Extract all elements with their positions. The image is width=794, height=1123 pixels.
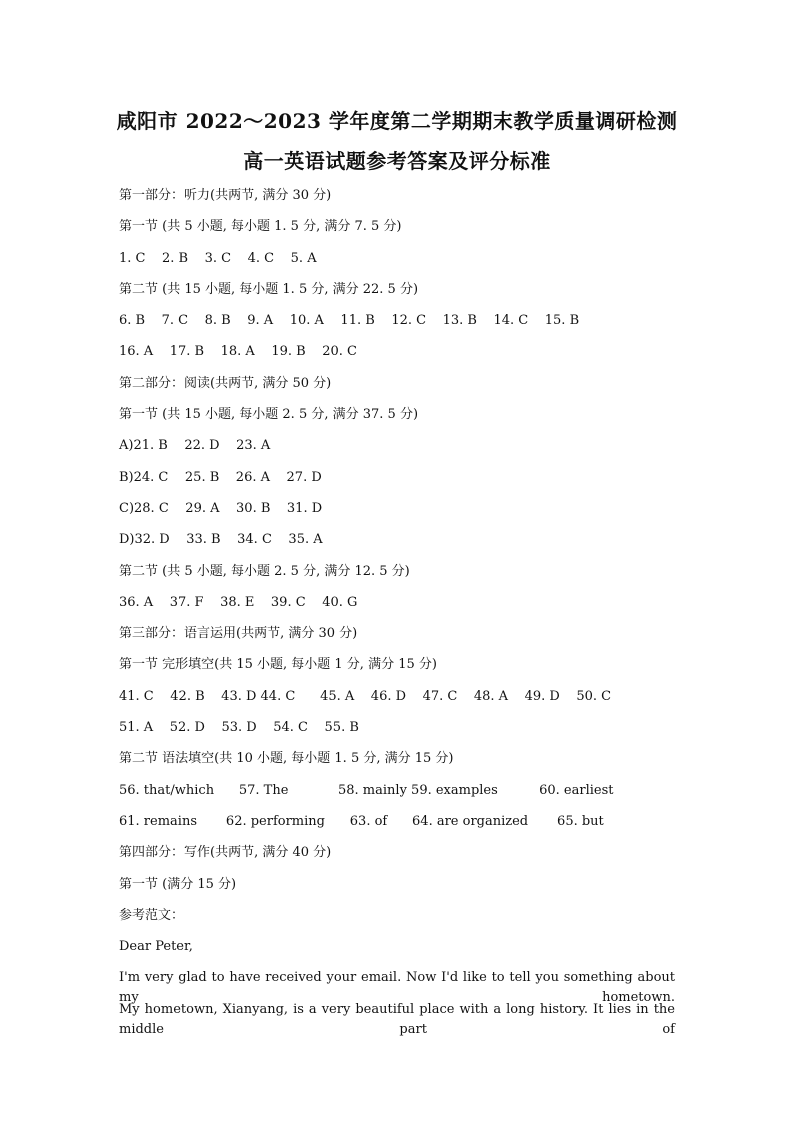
- section-heading-part1: 第一部分：听力(共两节, 满分 30 分): [119, 188, 332, 203]
- subsection-heading: 第一节 (共 5 小题, 每小题 1. 5 分, 满分 7. 5 分): [119, 219, 402, 235]
- subsection-heading: 第一节 (共 15 小题, 每小题 2. 5 分, 满分 37. 5 分): [119, 407, 419, 423]
- essay-paragraph-line: I'm very glad to have received your email. Now I'd like to tell you something about my hometown.: [119, 970, 675, 1006]
- sample-essay-label: 参考范文：: [119, 907, 185, 923]
- section-heading-part2: 第二部分：阅读(共两节, 满分 50 分): [119, 375, 332, 391]
- essay-salutation: Dear Peter,: [119, 939, 193, 955]
- answer-row: A)21. B 22. D 23. A: [119, 438, 271, 454]
- answer-row: 1. C 2. B 3. C 4. C 5. A: [119, 250, 317, 266]
- answer-content: [119, 186, 689, 1037]
- subsection-heading: 第二节 语法填空(共 10 小题, 每小题 1. 5 分, 满分 15 分): [119, 751, 454, 767]
- essay-paragraph-line: My hometown, Xianyang, is a very beautiful place with a long history. It lies in the middle part of: [119, 1001, 675, 1037]
- subsection-heading: 第一节 (满分 15 分): [119, 876, 237, 892]
- section-heading-part3: 第三部分：语言运用(共两节, 满分 30 分): [119, 626, 358, 642]
- document-title-line2: 高一英语试题参考答案及评分标准: [243, 149, 551, 173]
- answer-row: C)28. C 29. A 30. B 31. D: [119, 500, 323, 516]
- answer-row: 41. C 42. B 43. D 44. C 45. A 46. D 47. C 48. A 49. D 50. C: [119, 688, 612, 704]
- subsection-heading: 第一节 完形填空(共 15 小题, 每小题 1 分, 满分 15 分): [119, 657, 437, 673]
- answer-row: 36. A 37. F 38. E 39. C 40. G: [119, 594, 358, 610]
- answer-row: 6. B 7. C 8. B 9. A 10. A 11. B 12. C 13. B 14. C 15. B: [119, 313, 580, 329]
- answer-row: 61. remains 62. performing 63. of 64. are organized 65. but: [119, 813, 604, 829]
- answer-row: 56. that/which 57. The 58. mainly 59. examples 60. earliest: [119, 782, 614, 798]
- answer-row: 16. A 17. B 18. A 19. B 20. C: [119, 344, 357, 360]
- document-title-line1: 咸阳市 2022～2023 学年度第二学期期末教学质量调研检测: [116, 109, 678, 133]
- section-heading-part4: 第四部分：写作(共两节, 满分 40 分): [119, 845, 332, 861]
- answer-row: 51. A 52. D 53. D 54. C 55. B: [119, 720, 359, 736]
- subsection-heading: 第二节 (共 5 小题, 每小题 2. 5 分, 满分 12. 5 分): [119, 563, 410, 579]
- subsection-heading: 第二节 (共 15 小题, 每小题 1. 5 分, 满分 22. 5 分): [119, 281, 419, 297]
- answer-row: B)24. C 25. B 26. A 27. D: [119, 469, 322, 485]
- answer-row: D)32. D 33. B 34. C 35. A: [119, 532, 323, 548]
